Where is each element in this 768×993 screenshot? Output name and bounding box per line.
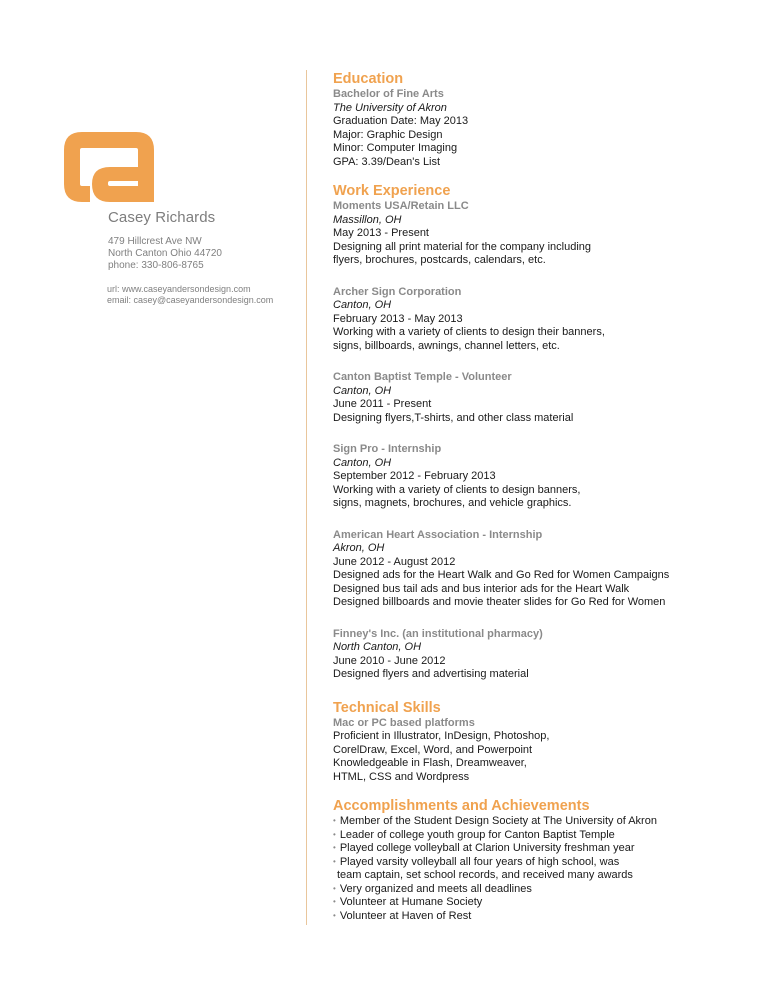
accomplishment-item: • Volunteer at Humane Society (333, 896, 753, 910)
job-description-line: signs, magnets, brochures, and vehicle graphics. (333, 497, 572, 509)
job-description-line: flyers, brochures, postcards, calendars, etc. (333, 254, 546, 266)
job-location: Massillon, OH (333, 213, 402, 226)
column-divider (306, 70, 307, 925)
skills-list (333, 730, 753, 784)
contact-web-block (107, 284, 294, 306)
contact-address-block (108, 236, 294, 272)
phone-line: phone: 330-806-8765 (108, 260, 204, 271)
job-location: North Canton, OH (333, 641, 422, 653)
job-entry (333, 443, 753, 511)
job-location: Akron, OH (333, 542, 385, 554)
gpa: GPA: 3.39/Dean's List (333, 155, 441, 168)
accomplishment-item: • Member of the Student Design Society at The University of Akron (333, 815, 753, 829)
job-list (333, 200, 753, 682)
accomplishments-list (333, 815, 753, 923)
job-dates: June 2011 - Present (333, 398, 432, 410)
degree: Bachelor of Fine Arts (333, 88, 444, 100)
job-dates: June 2010 - June 2012 (333, 654, 446, 667)
contact-column (64, 132, 294, 306)
skills-section (333, 699, 753, 785)
accomplishment-item: • Very organized and meets all deadlines (333, 883, 753, 897)
resume-content (333, 70, 753, 923)
email-link[interactable]: email: casey@caseyandersondesign.com (107, 295, 274, 305)
job-dates: February 2013 - May 2013 (333, 312, 463, 325)
job-description-line: Designing flyers,T-shirts, and other class material (333, 411, 574, 424)
school: The University of Akron (333, 101, 447, 114)
skill-line: Knowledgeable in Flash, Dreamweaver, (333, 757, 527, 769)
job-dates: June 2012 - August 2012 (333, 555, 456, 568)
job-description-line: Designing all print material for the company including (333, 240, 592, 253)
job-title: Canton Baptist Temple - Volunteer (333, 371, 512, 383)
work-section (333, 182, 753, 682)
accomplishments-heading: Accomplishments and Achievements (333, 798, 590, 814)
skills-heading: Technical Skills (333, 699, 441, 716)
job-description-line: Designed ads for the Heart Walk and Go Red for Women Campaigns (333, 569, 670, 581)
job-location: Canton, OH (333, 456, 392, 469)
education-section (333, 70, 753, 169)
accomplishment-item: • Played varsity volleyball all four years of high school, was (333, 856, 753, 870)
accomplishment-item: • Played college volleyball at Clarion University freshman year (333, 842, 753, 856)
city-line: North Canton Ohio 44720 (108, 248, 222, 259)
work-heading: Work Experience (333, 183, 451, 199)
job-description-line: Working with a variety of clients to design their banners, (333, 326, 605, 338)
job-entry (333, 628, 753, 682)
url-link[interactable]: url: www.caseyandersondesign.com (107, 284, 251, 294)
candidate-name: Casey Richards (108, 209, 216, 226)
job-location: Canton, OH (333, 384, 392, 397)
accomplishment-item: • Leader of college youth group for Canton Baptist Temple (333, 829, 753, 843)
job-dates: May 2013 - Present (333, 227, 429, 239)
skills-subheading: Mac or PC based platforms (333, 716, 475, 729)
job-entry (333, 371, 753, 425)
accomplishments-section (333, 797, 753, 923)
address-line: 479 Hillcrest Ave NW (108, 236, 202, 247)
job-title: American Heart Association - Internship (333, 528, 543, 541)
accomplishment-continuation: team captain, set school records, and received many awards (337, 869, 633, 881)
major: Major: Graphic Design (333, 128, 443, 141)
job-entry (333, 529, 753, 610)
skill-line: Proficient in Illustrator, InDesign, Photoshop, (333, 730, 550, 742)
job-description-line: Working with a variety of clients to design banners, (333, 483, 581, 496)
job-title: Finney's Inc. (an institutional pharmacy) (333, 627, 543, 640)
skill-line: HTML, CSS and Wordpress (333, 770, 470, 783)
job-entry (333, 200, 753, 268)
job-description-line: signs, billboards, awnings, channel letters, etc. (333, 339, 560, 352)
job-description-line: Designed billboards and movie theater slides for Go Red for Women (333, 596, 666, 608)
minor: Minor: Computer Imaging (333, 142, 458, 154)
education-heading: Education (333, 71, 404, 87)
accomplishment-item: • Volunteer at Haven of Rest (333, 910, 753, 924)
job-description-line: Designed bus tail ads and bus interior ads for the Heart Walk (333, 582, 630, 595)
graduation-date: Graduation Date: May 2013 (333, 115, 469, 127)
job-entry (333, 286, 753, 354)
job-dates: September 2012 - February 2013 (333, 470, 496, 482)
skill-line: CorelDraw, Excel, Word, and Powerpoint (333, 743, 533, 756)
job-title: Archer Sign Corporation (333, 285, 462, 298)
job-location: Canton, OH (333, 299, 392, 311)
logo-ca-mark (64, 132, 154, 202)
job-title: Moments USA/Retain LLC (333, 200, 469, 212)
job-title: Sign Pro - Internship (333, 443, 442, 455)
job-description-line: Designed flyers and advertising material (333, 668, 529, 680)
